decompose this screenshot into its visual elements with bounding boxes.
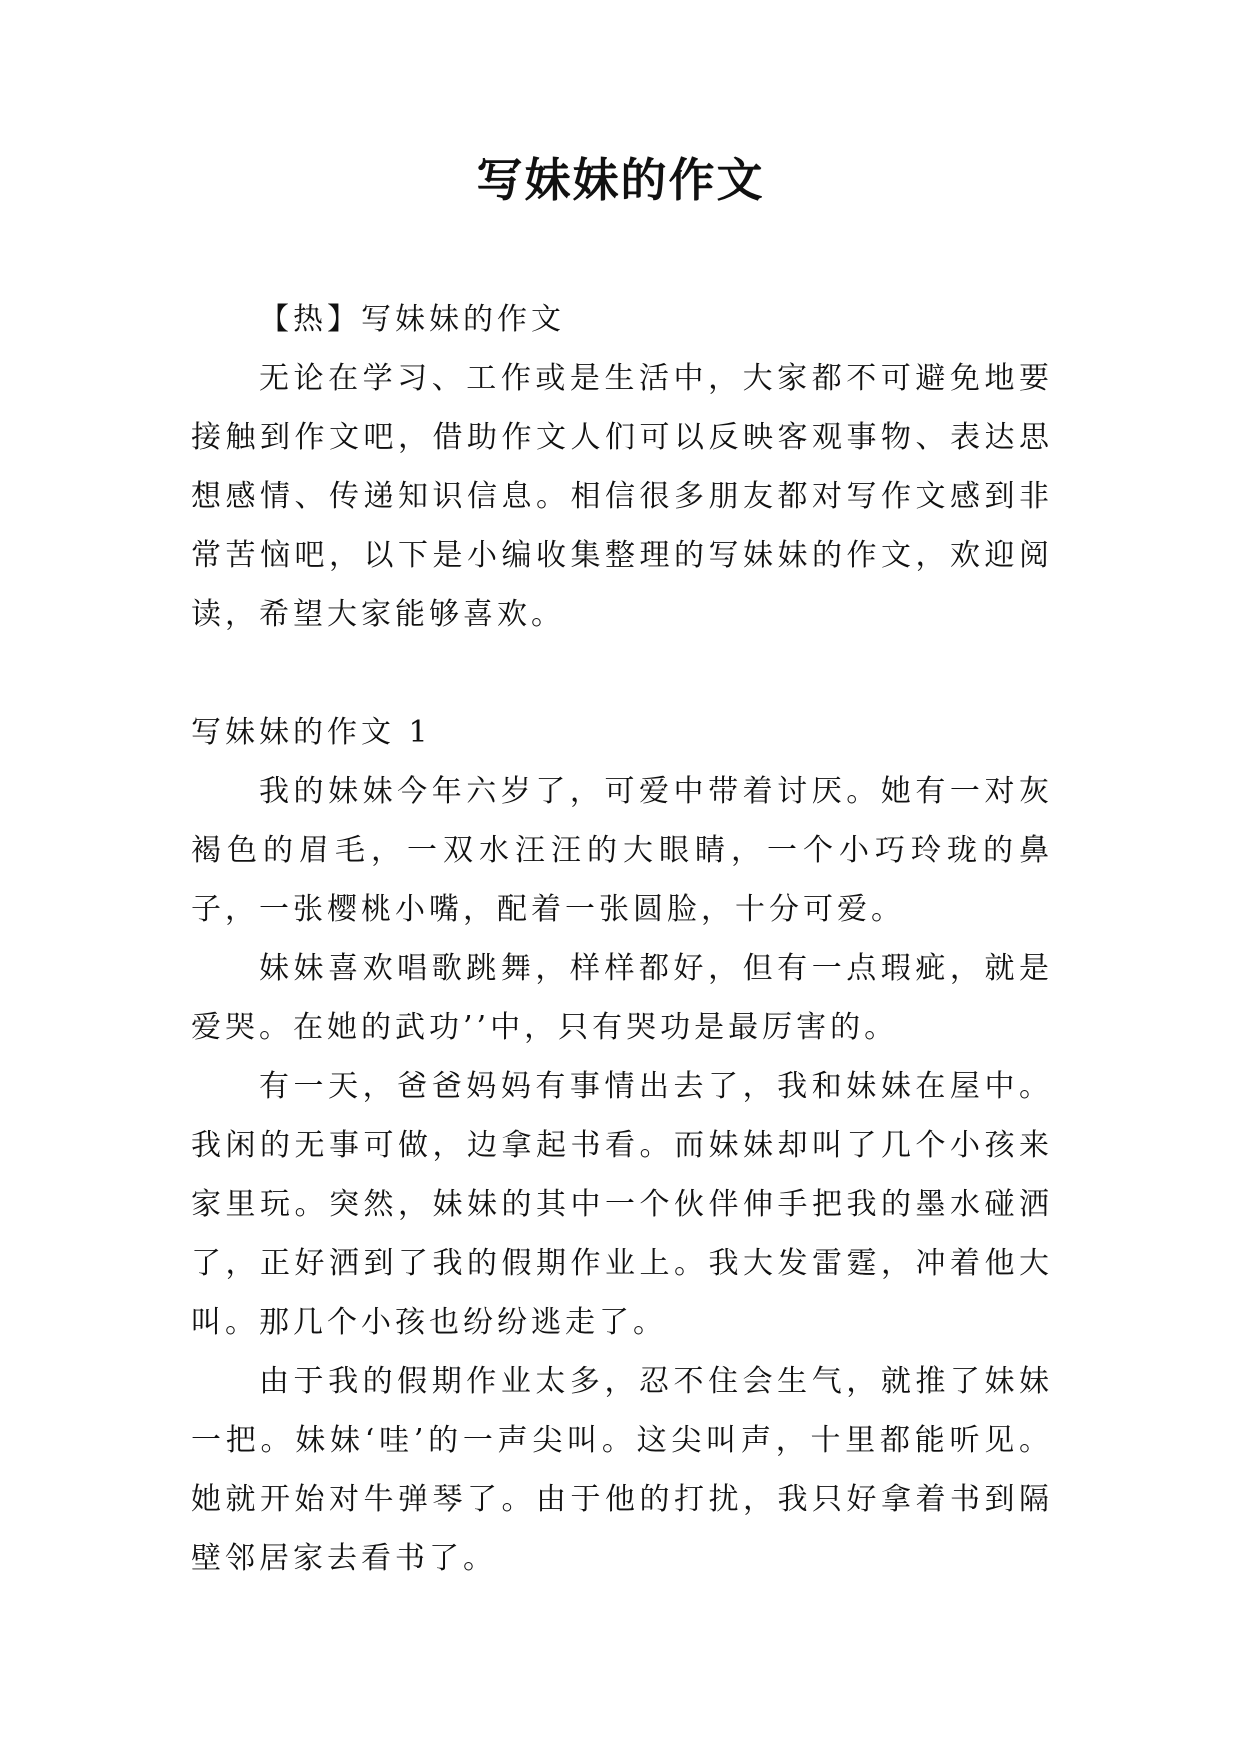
body-paragraph-4: 由于我的假期作业太多，忍不住会生气，就推了妹妹一把。妹妹‘哇’的一声尖叫。这尖叫声，十里都能听见。她就开始对牛弹琴了。由于他的打扰，我只好拿着书到隔壁邻居家去看书了。 <box>191 1364 1053 1576</box>
body-paragraph-1: 我的妹妹今年六岁了，可爱中带着讨厌。她有一对灰褐色的眉毛，一双水汪汪的大眼睛，一个小巧玲珑的鼻子，一张樱桃小嘴，配着一张圆脸，十分可爱。 <box>191 774 1053 927</box>
body-paragraph-2: 妹妹喜欢唱歌跳舞，样样都好，但有一点瑕疵，就是爱哭。在她的武功’’中，只有哭功是最厉害的。 <box>191 951 1053 1045</box>
intro-paragraph: 无论在学习、工作或是生活中，大家都不可避免地要接触到作文吧，借助作文人们可以反映客观事物、表达思想感情、传递知识信息。相信很多朋友都对写作文感到非常苦恼吧，以下是小编收集整理的写妹妹的作文，欢迎阅读，希望大家能够喜欢。 <box>191 361 1053 632</box>
document-title: 写妹妹的作文 <box>476 153 765 207</box>
body-paragraph-3: 有一天，爸爸妈妈有事情出去了，我和妹妹在屋中。我闲的无事可做，边拿起书看。而妹妹却叫了几个小孩来家里玩。突然，妹妹的其中一个伙伴伸手把我的墨水碰洒了，正好洒到了我的假期作业上。我大发雷霆，冲着他大叫。那几个小孩也纷纷逃走了。 <box>191 1069 1053 1340</box>
section-heading: 写妹妹的作文 1 <box>191 715 432 750</box>
intro-label: 【热】写妹妹的作文 <box>259 302 565 337</box>
document-body <box>191 290 1053 1588</box>
